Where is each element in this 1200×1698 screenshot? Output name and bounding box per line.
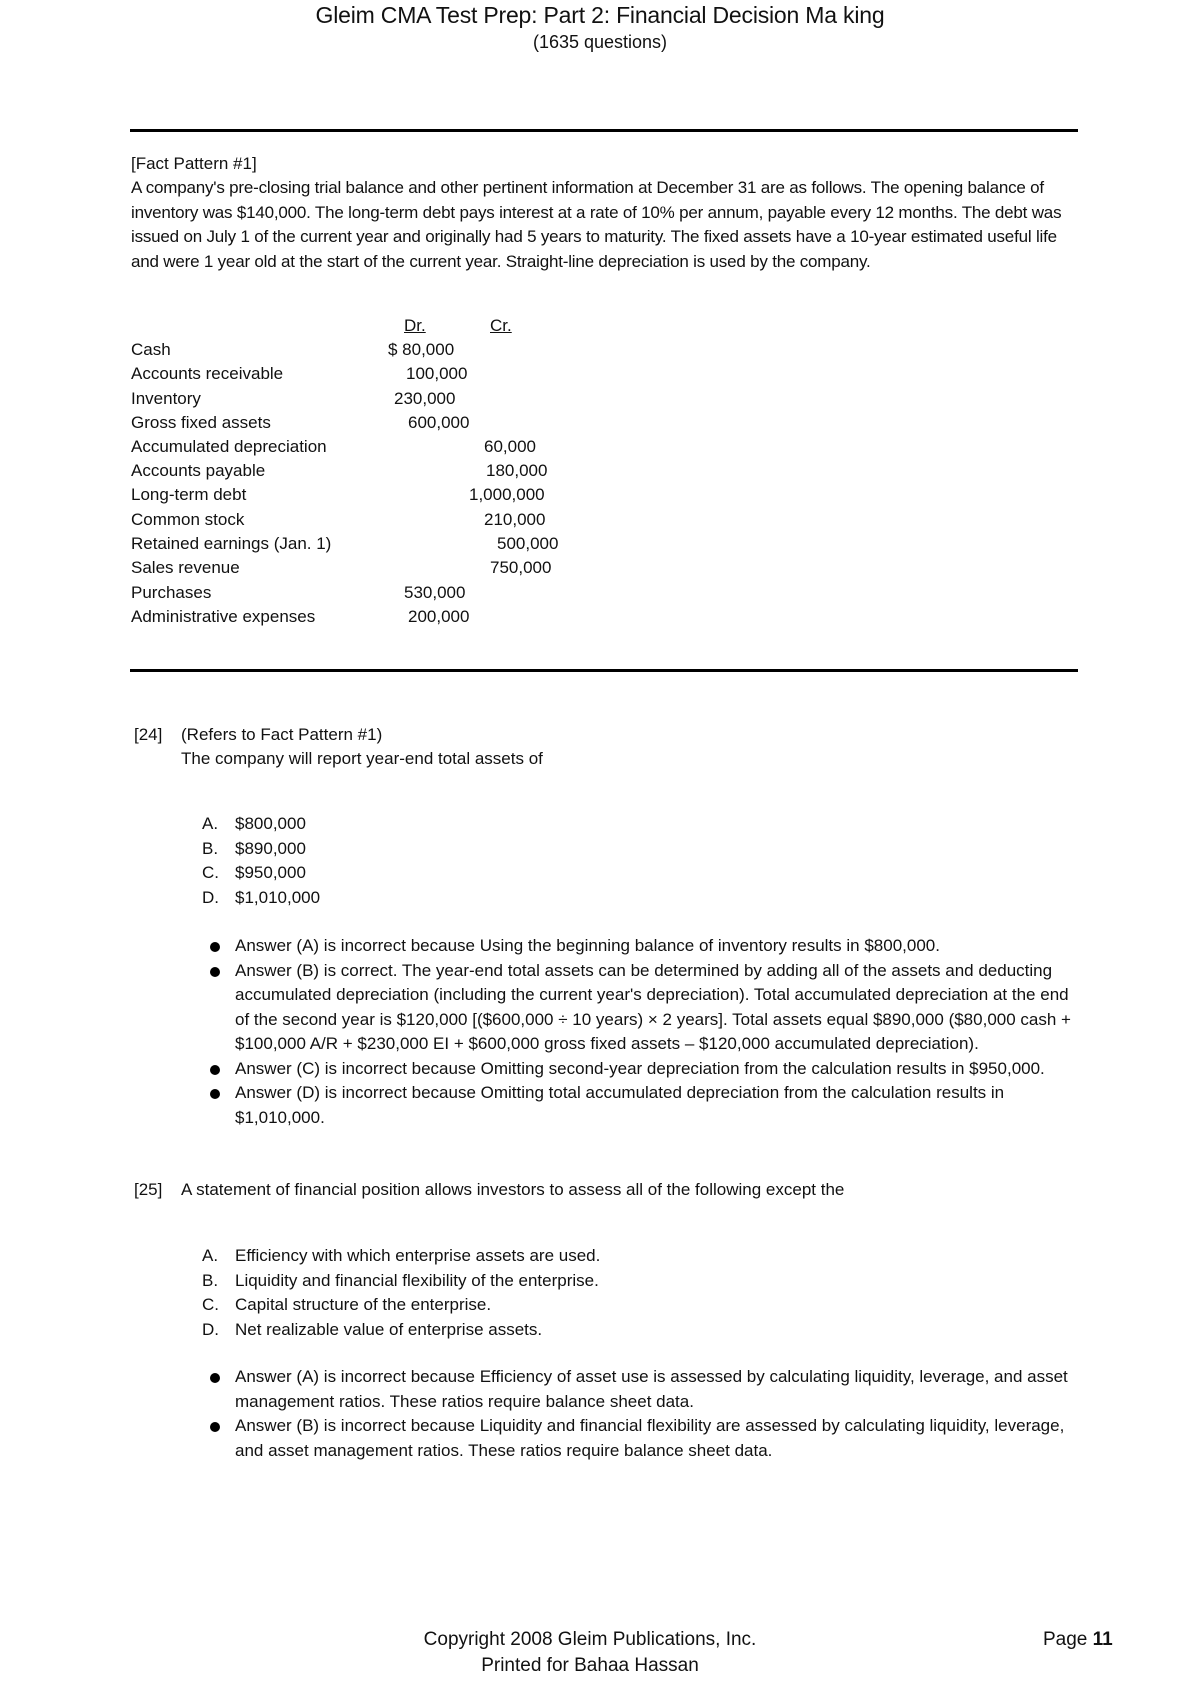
choice-text: Net realizable value of enterprise assets. bbox=[235, 1319, 543, 1339]
tb-dr-value: 530,000 bbox=[404, 583, 466, 602]
tb-dr-value: $ 80,000 bbox=[388, 340, 455, 359]
answer-item bbox=[205, 1414, 1085, 1463]
choice-letter: C. bbox=[202, 863, 219, 882]
fact-pattern-text: A company's pre-closing trial balance and other pertinent information at December 31 are as follows. The opening balance of inventory was $140,000. The long-term debt pays interest at a rate of 10% per annum, payable every 12 months. The debt was issued on July 1 of the current year and originally had 5 years to maturity. The fixed assets have a 10-year estimated useful life and were 1 year old at the start of the current year. Straight-line depreciation is used by the company. bbox=[131, 178, 1062, 271]
choice-letter: D. bbox=[202, 1319, 219, 1339]
choice-letter: D. bbox=[202, 887, 219, 907]
bullet-icon bbox=[210, 1422, 220, 1432]
choice-letter: B. bbox=[202, 838, 219, 858]
answer-item bbox=[205, 1365, 1085, 1414]
choice-text: Efficiency with which enterprise assets are used. bbox=[235, 1246, 601, 1265]
answer-item bbox=[205, 934, 1085, 959]
tb-account: Common stock bbox=[131, 510, 245, 529]
choice-list bbox=[202, 812, 320, 910]
question-number: [24] bbox=[134, 725, 163, 744]
tb-cr-value: 60,000 bbox=[484, 437, 536, 456]
tb-account: Accumulated depreciation bbox=[131, 437, 327, 456]
choice-letter: C. bbox=[202, 1295, 219, 1314]
choice-item[interactable] bbox=[202, 1318, 600, 1343]
choice-text: $950,000 bbox=[235, 863, 306, 882]
footer-printed-for: Printed for Bahaa Hassan bbox=[481, 1655, 699, 1676]
bullet-icon bbox=[210, 967, 220, 977]
answer-text: Answer (C) is incorrect because Omitting second-year depreciation from the calculation results in $950,000. bbox=[235, 1058, 1045, 1078]
tb-account: Gross fixed assets bbox=[131, 413, 271, 432]
choice-item[interactable] bbox=[202, 1244, 600, 1269]
answer-explanations bbox=[205, 1365, 1085, 1463]
choice-item[interactable] bbox=[202, 1293, 600, 1318]
choice-letter: A. bbox=[202, 814, 219, 833]
question-number: [25] bbox=[134, 1180, 163, 1199]
answer-text: Answer (A) is incorrect because Using the beginning balance of inventory results in $800,000. bbox=[235, 936, 940, 955]
bullet-icon bbox=[210, 1373, 220, 1383]
tb-account: Inventory bbox=[131, 389, 201, 408]
tb-cr-value: 180,000 bbox=[486, 461, 548, 480]
choice-item[interactable] bbox=[202, 837, 320, 862]
bullet-icon bbox=[210, 1065, 220, 1075]
bullet-icon bbox=[210, 942, 220, 952]
tb-cr-value: 500,000 bbox=[497, 534, 559, 553]
choice-list bbox=[202, 1244, 600, 1342]
question-stem: A statement of financial position allows investors to assess all of the following except the bbox=[181, 1180, 845, 1199]
tb-account: Retained earnings (Jan. 1) bbox=[131, 534, 332, 553]
tb-account: Administrative expenses bbox=[131, 607, 316, 626]
choice-text: Liquidity and financial flexibility of the enterprise. bbox=[235, 1270, 599, 1290]
page-title: Gleim CMA Test Prep: Part 2: Financial Decision Ma king bbox=[315, 2, 885, 28]
answer-explanations bbox=[205, 934, 1085, 1130]
dr-header: Dr. bbox=[404, 316, 426, 335]
cr-header: Cr. bbox=[490, 316, 512, 335]
bottom-divider bbox=[130, 669, 1078, 672]
page-number-value: 11 bbox=[1092, 1629, 1113, 1650]
tb-account: Cash bbox=[131, 340, 171, 359]
tb-cr-value: 1,000,000 bbox=[469, 485, 545, 504]
tb-account: Long-term debt bbox=[131, 485, 247, 504]
tb-dr-value: 100,000 bbox=[406, 364, 468, 383]
tb-account: Accounts receivable bbox=[131, 364, 284, 383]
question-stem: The company will report year-end total assets of bbox=[181, 749, 543, 768]
answer-item bbox=[205, 1081, 1085, 1130]
question-reference: (Refers to Fact Pattern #1) bbox=[181, 725, 383, 744]
choice-item[interactable] bbox=[202, 812, 320, 837]
answer-text: Answer (B) is incorrect because Liquidity and financial flexibility are assessed by calculating liquidity, leverage, and asset management ratios. These ratios require balance sheet data. bbox=[235, 1416, 1065, 1460]
tb-account: Sales revenue bbox=[131, 558, 240, 577]
fact-pattern-label: [Fact Pattern #1] bbox=[131, 154, 257, 173]
choice-text: $890,000 bbox=[235, 838, 306, 858]
bullet-icon bbox=[210, 1089, 220, 1099]
answer-text: Answer (D) is incorrect because Omitting total accumulated depreciation from the calculation results in $1,010,000. bbox=[235, 1083, 1005, 1127]
answer-item bbox=[205, 959, 1085, 1057]
page-label: Page bbox=[1043, 1629, 1088, 1650]
choice-item[interactable] bbox=[202, 886, 320, 911]
tb-cr-value: 210,000 bbox=[484, 510, 546, 529]
tb-dr-value: 600,000 bbox=[408, 413, 470, 432]
page-number bbox=[1043, 1629, 1113, 1651]
choice-letter: A. bbox=[202, 1246, 219, 1265]
tb-cr-value: 750,000 bbox=[490, 558, 552, 577]
choice-item[interactable] bbox=[202, 861, 320, 886]
answer-text: Answer (A) is incorrect because Efficiency of asset use is assessed by calculating liquidity, leverage, and asset management ratios. These ratios require balance sheet data. bbox=[235, 1367, 1068, 1411]
choice-letter: B. bbox=[202, 1270, 219, 1290]
tb-account: Accounts payable bbox=[131, 461, 266, 480]
tb-dr-value: 230,000 bbox=[394, 389, 456, 408]
choice-text: Capital structure of the enterprise. bbox=[235, 1295, 492, 1314]
top-divider bbox=[130, 129, 1078, 132]
choice-text: $1,010,000 bbox=[235, 887, 321, 907]
tb-account: Purchases bbox=[131, 583, 212, 602]
footer-copyright: Copyright 2008 Gleim Publications, Inc. bbox=[423, 1629, 757, 1650]
choice-item[interactable] bbox=[202, 1269, 600, 1294]
page-subtitle: (1635 questions) bbox=[532, 32, 668, 52]
choice-text: $800,000 bbox=[235, 814, 306, 833]
answer-text: Answer (B) is correct. The year-end total assets can be determined by adding all of the assets and deducting accumulated depreciation (including the current year's depreciation). Total accumulated depreciation at the end of the second year is $120,000 [($600,000 ÷ 10 years) × 2 years]. Total assets equal $890,000 ($80,000 cash + $100,000 A/R + $230,000 EI + $600,000 gross fixed assets – $120,000 accumulated depreciation). bbox=[235, 960, 1071, 1053]
tb-dr-value: 200,000 bbox=[408, 607, 470, 626]
answer-item bbox=[205, 1057, 1085, 1082]
